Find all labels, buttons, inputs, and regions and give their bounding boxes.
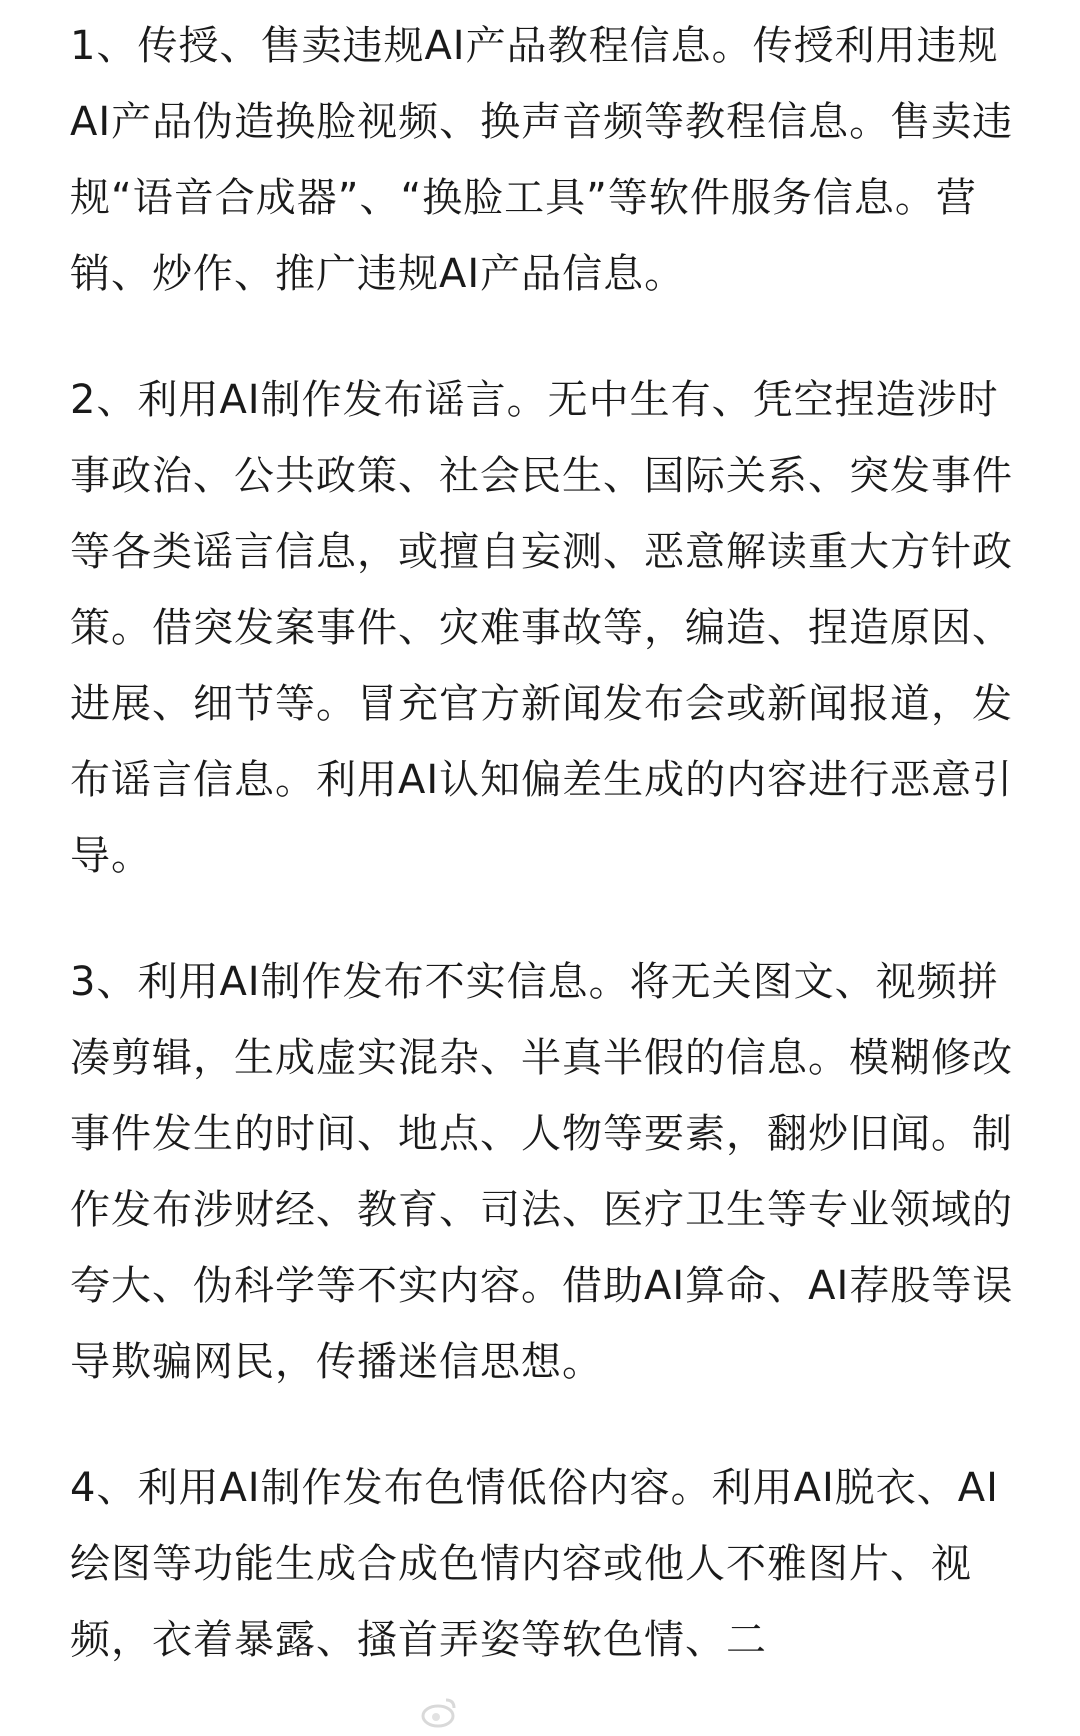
article-body [70,8,1020,1728]
paragraph-2: 2、利用AI制作发布谣言。无中生有、凭空捏造涉时事政治、公共政策、社会民生、国际关系、突发事件等各类谣言信息，或擅自妄测、恶意解读重大方针政策。借突发案事件、灾难事故等，编造、捏造原因、进展、细节等。冒充官方新闻发布会或新闻报道，发布谣言信息。利用AI认知偏差生成的内容进行恶意引导。 [70,377,1014,879]
paragraph-3: 3、利用AI制作发布不实信息。将无关图文、视频拼凑剪辑，生成虚实混杂、半真半假的信息。模糊修改事件发生的时间、地点、人物等要素，翻炒旧闻。制作发布涉财经、教育、司法、医疗卫生等专业领域的夸大、伪科学等不实内容。借助AI算命、AI荐股等误导欺骗网民，传播迷信思想。 [70,959,1014,1385]
weibo-logo-icon [420,1692,460,1732]
paragraph-1: 1、传授、售卖违规AI产品教程信息。传授利用违规AI产品伪造换脸视频、换声音频等教程信息。售卖违规“语音合成器”、“换脸工具”等软件服务信息。营销、炒作、推广违规AI产品信息。 [70,23,1014,297]
paragraph-4: 4、利用AI制作发布色情低俗内容。利用AI脱衣、AI绘图等功能生成合成色情内容或他人不雅图片、视频，衣着暴露、搔首弄姿等软色情、二 [70,1465,999,1663]
watermark [420,1688,660,1736]
